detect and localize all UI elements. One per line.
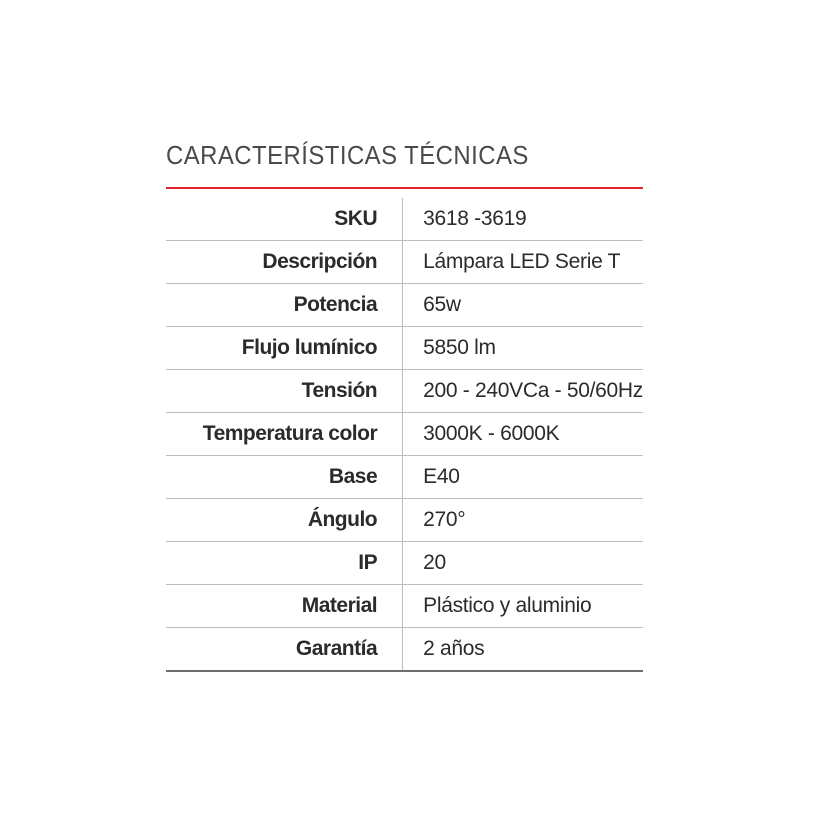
table-row <box>166 413 643 456</box>
spec-value-potencia: 65w <box>403 284 643 327</box>
spec-value-sku: 3618 -3619 <box>403 198 643 241</box>
spec-label-material: Material <box>166 585 403 628</box>
spec-label-ip: IP <box>166 542 403 585</box>
spec-value-base: E40 <box>403 456 643 499</box>
spec-label-potencia: Potencia <box>166 284 403 327</box>
spec-value-tension: 200 - 240VCa - 50/60Hz <box>403 370 643 413</box>
title-accent-rule <box>166 187 643 189</box>
table-row <box>166 456 643 499</box>
table-row <box>166 628 643 672</box>
spec-label-flujo: Flujo lumínico <box>166 327 403 370</box>
section-title: CARACTERÍSTICAS TÉCNICAS <box>166 140 529 170</box>
spec-value-angulo: 270° <box>403 499 643 542</box>
spec-value-descripcion: Lámpara LED Serie T <box>403 241 643 284</box>
spec-label-garantia: Garantía <box>166 628 403 672</box>
spec-value-material: Plástico y aluminio <box>403 585 643 628</box>
table-row <box>166 284 643 327</box>
table-row <box>166 585 643 628</box>
spec-label-base: Base <box>166 456 403 499</box>
spec-label-temperatura: Temperatura color <box>166 413 403 456</box>
table-row <box>166 499 643 542</box>
table-row <box>166 370 643 413</box>
spec-value-temperatura: 3000K - 6000K <box>403 413 643 456</box>
spec-value-ip: 20 <box>403 542 643 585</box>
table-row <box>166 327 643 370</box>
spec-label-tension: Tensión <box>166 370 403 413</box>
spec-value-flujo: 5850 lm <box>403 327 643 370</box>
specs-table <box>166 198 643 672</box>
table-row <box>166 542 643 585</box>
spec-label-angulo: Ángulo <box>166 499 403 542</box>
spec-label-descripcion: Descripción <box>166 241 403 284</box>
spec-value-garantia: 2 años <box>403 628 643 672</box>
spec-label-sku: SKU <box>166 198 403 241</box>
table-row <box>166 241 643 284</box>
table-row <box>166 198 643 241</box>
